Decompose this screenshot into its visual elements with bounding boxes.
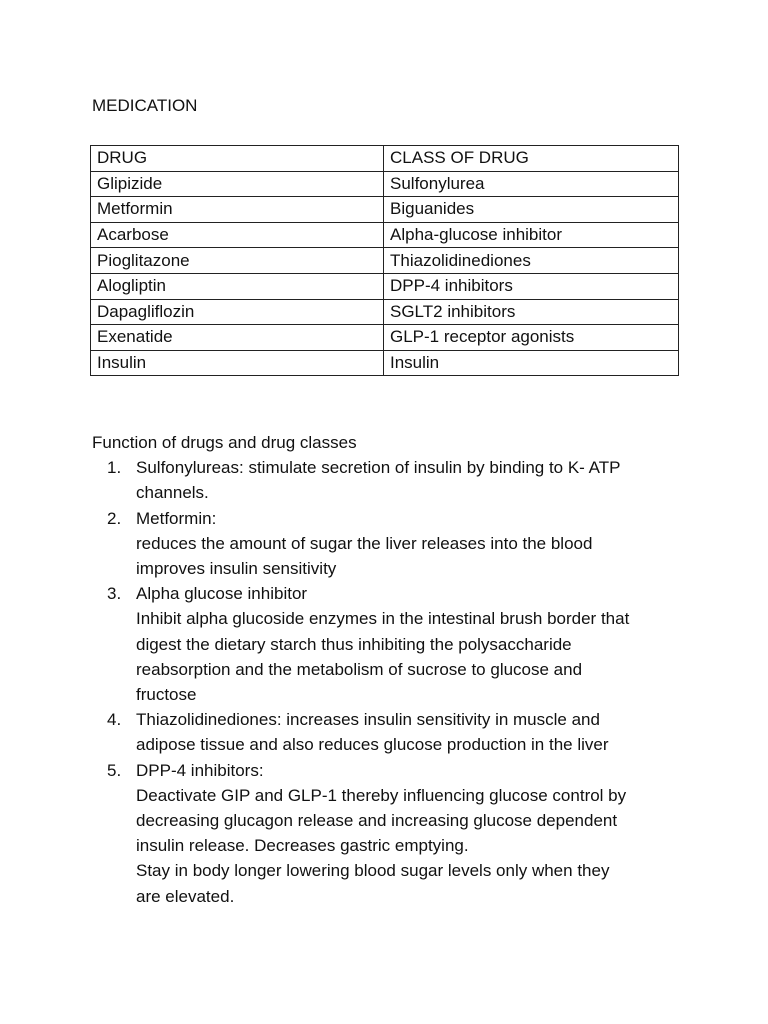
column-header-class: CLASS OF DRUG <box>384 146 679 172</box>
list-item <box>92 506 692 582</box>
list-item-text-line: adipose tissue and also reduces glucose production in the liver <box>136 735 609 755</box>
list-item-text-line: Stay in body longer lowering blood sugar levels only when they <box>136 861 610 881</box>
table-header-row <box>91 146 679 172</box>
table-row <box>91 299 679 325</box>
table-row <box>91 222 679 248</box>
drug-name-cell: Exenatide <box>91 325 384 351</box>
list-item <box>92 707 692 757</box>
list-item <box>92 455 692 505</box>
table-row <box>91 325 679 351</box>
drug-class-cell: DPP-4 inhibitors <box>384 273 679 299</box>
table-row <box>91 171 679 197</box>
drug-class-cell: SGLT2 inhibitors <box>384 299 679 325</box>
list-item-text-line: Thiazolidinediones: increases insulin sensitivity in muscle and <box>136 710 600 730</box>
drug-name-cell: Acarbose <box>91 222 384 248</box>
drug-class-cell: Thiazolidinediones <box>384 248 679 274</box>
function-section-title: Function of drugs and drug classes <box>92 433 357 452</box>
drug-name-cell: Alogliptin <box>91 273 384 299</box>
list-item <box>92 758 692 909</box>
list-item-text-line: Deactivate GIP and GLP-1 thereby influencing glucose control by <box>136 785 627 805</box>
list-item-text-line: reduces the amount of sugar the liver releases into the blood <box>136 533 593 553</box>
drug-class-table <box>90 145 679 376</box>
table-row <box>91 248 679 274</box>
drug-name-cell: Glipizide <box>91 171 384 197</box>
drug-class-cell: Sulfonylurea <box>384 171 679 197</box>
drug-name-cell: Pioglitazone <box>91 248 384 274</box>
table-row <box>91 197 679 223</box>
list-item-text-line: fructose <box>136 685 197 705</box>
list-item-text-line: digest the dietary starch thus inhibiting the polysaccharide <box>136 634 572 654</box>
list-item-text-line: Metformin: <box>136 508 217 528</box>
list-item-text-line: insulin release. Decreases gastric emptying. <box>136 836 469 856</box>
list-item-text-line: Inhibit alpha glucoside enzymes in the intestinal brush border that <box>136 609 630 629</box>
drug-class-cell: Alpha-glucose inhibitor <box>384 222 679 248</box>
function-list <box>92 455 692 909</box>
list-item-text-line: improves insulin sensitivity <box>136 559 337 579</box>
list-item-text-line: decreasing glucagon release and increasing glucose dependent <box>136 811 618 831</box>
list-item-text-line: DPP-4 inhibitors: <box>136 760 264 780</box>
list-item-text-line: reabsorption and the metabolism of sucrose to glucose and <box>136 659 583 679</box>
list-item-number: 5. <box>107 760 122 780</box>
drug-class-cell: Insulin <box>384 350 679 376</box>
table-row <box>91 273 679 299</box>
list-item-text-line: Alpha glucose inhibitor <box>136 584 308 604</box>
list-item-text-line: are elevated. <box>136 886 235 906</box>
list-item <box>92 581 692 707</box>
list-item-number: 1. <box>107 458 122 478</box>
table-row <box>91 350 679 376</box>
function-section <box>92 430 692 909</box>
document-heading: MEDICATION <box>92 96 198 115</box>
drug-class-cell: Biguanides <box>384 197 679 223</box>
drug-name-cell: Metformin <box>91 197 384 223</box>
column-header-drug: DRUG <box>91 146 384 172</box>
list-item-text-line: channels. <box>136 483 209 503</box>
list-item-number: 4. <box>107 710 122 730</box>
drug-name-cell: Dapagliflozin <box>91 299 384 325</box>
list-item-number: 3. <box>107 584 122 604</box>
list-item-number: 2. <box>107 508 122 528</box>
drug-class-cell: GLP-1 receptor agonists <box>384 325 679 351</box>
drug-name-cell: Insulin <box>91 350 384 376</box>
list-item-text-line: Sulfonylureas: stimulate secretion of insulin by binding to K- ATP <box>136 458 621 478</box>
